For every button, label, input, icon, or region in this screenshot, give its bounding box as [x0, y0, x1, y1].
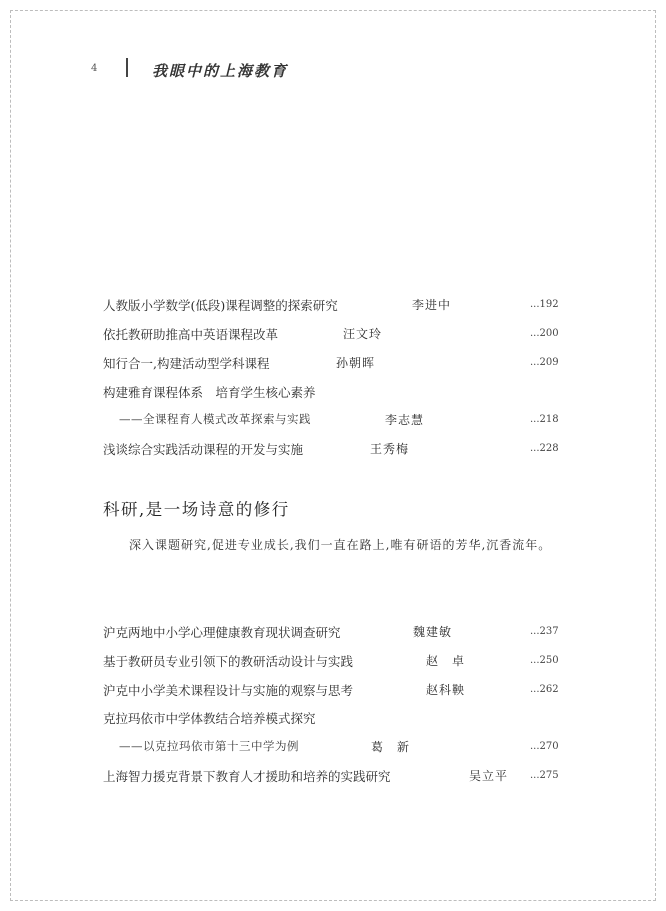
- toc-entry-title[interactable]: 上海智力援克背景下教育人才援助和培养的实践研究: [103, 769, 391, 784]
- toc-entry-author: 葛 新: [371, 740, 411, 754]
- page-frame: [10, 10, 656, 901]
- toc-entry-title[interactable]: 构建雅育课程体系 培育学生核心素养: [103, 385, 316, 400]
- page-number: 4: [91, 63, 98, 74]
- toc-entry-page: ...209: [530, 357, 559, 368]
- toc-entry-page: ...250: [530, 655, 559, 666]
- toc-entry-author: 孙朝晖: [336, 356, 376, 370]
- toc-entry-page: ...262: [530, 684, 559, 695]
- toc-entry-title[interactable]: 沪克两地中小学心理健康教育现状调查研究: [103, 625, 341, 640]
- running-title: 我眼中的上海教育: [152, 62, 289, 80]
- toc-entry-title[interactable]: 沪克中小学美术课程设计与实施的观察与思考: [103, 683, 354, 698]
- toc-entry-page: ...192: [530, 299, 559, 310]
- toc-entry-title[interactable]: 依托教研助推高中英语课程改革: [103, 327, 279, 342]
- toc-entry-page: ...228: [530, 443, 559, 454]
- toc-entry-subtitle: ——以克拉玛依市第十三中学为例: [119, 739, 299, 753]
- toc-entry-page: ...275: [530, 770, 559, 781]
- toc-entry-page: ...218: [530, 414, 559, 425]
- toc-entry-author: 王秀梅: [370, 442, 410, 456]
- section-heading: 科研,是一场诗意的修行: [103, 500, 290, 519]
- toc-entry-title[interactable]: 基于教研员专业引领下的教研活动设计与实践: [103, 654, 354, 669]
- toc-entry-page: ...237: [530, 626, 559, 637]
- toc-entry-author: 魏建敏: [413, 625, 453, 639]
- toc-entry-author: 赵科鞅: [426, 683, 466, 697]
- toc-entry-title[interactable]: 人教版小学数学(低段)课程调整的探索研究: [103, 298, 338, 313]
- header-divider: [126, 58, 128, 77]
- toc-entry-author: 李志慧: [385, 413, 425, 427]
- toc-entry-page: ...200: [530, 328, 559, 339]
- toc-entry-author: 汪文玲: [343, 327, 383, 341]
- section-intro: 深入课题研究,促进专业成长,我们一直在路上,唯有研语的芳华,沉香流年。: [129, 538, 552, 552]
- toc-entry-author: 赵 卓: [426, 654, 466, 668]
- toc-entry-subtitle: ——全课程育人模式改革探索与实践: [119, 412, 311, 426]
- toc-entry-title[interactable]: 浅谈综合实践活动课程的开发与实施: [103, 442, 304, 457]
- toc-entry-title[interactable]: 知行合一,构建活动型学科课程: [103, 356, 270, 371]
- toc-entry-author: 吴立平: [469, 769, 509, 783]
- toc-entry-author: 李进中: [412, 298, 452, 312]
- toc-entry-title[interactable]: 克拉玛依市中学体教结合培养模式探究: [103, 711, 316, 726]
- toc-entry-page: ...270: [530, 741, 559, 752]
